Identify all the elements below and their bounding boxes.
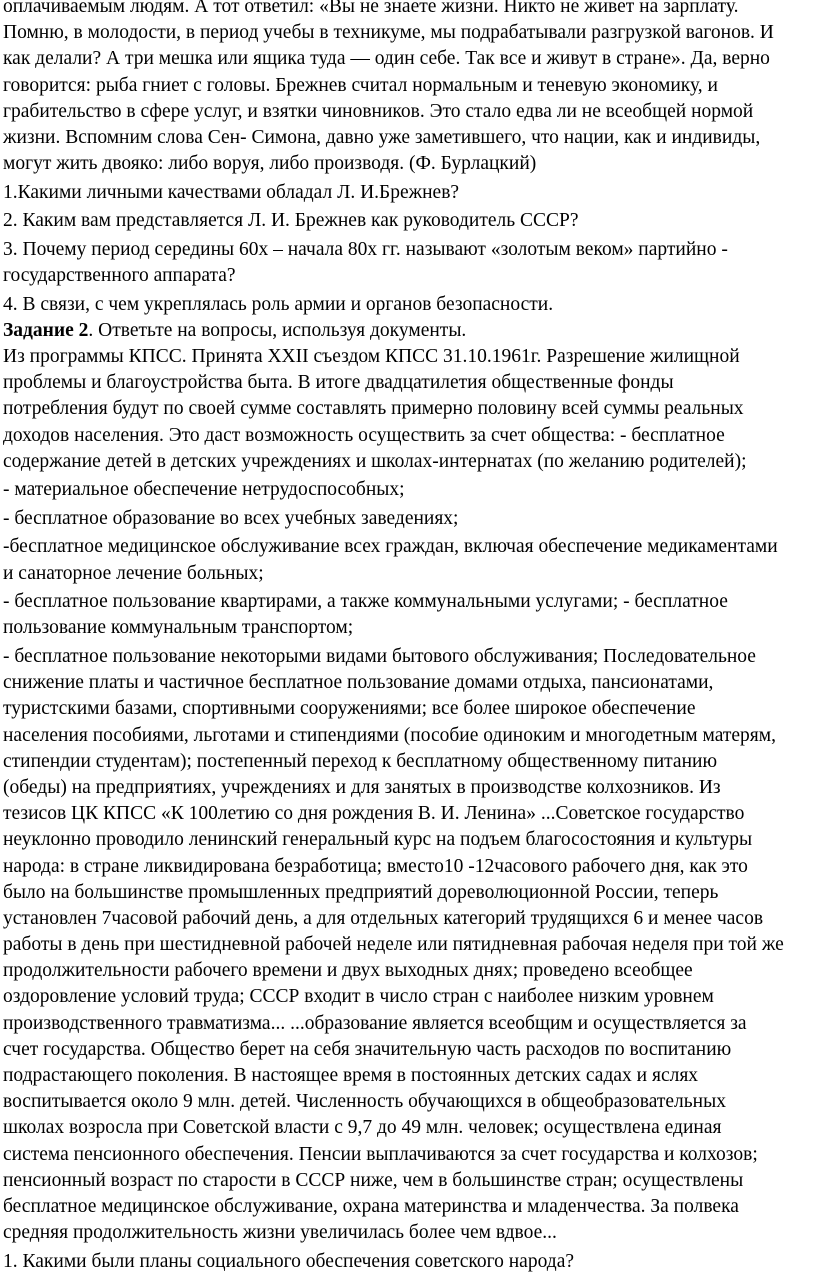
text-line: - бесплатное пользование некоторыми видами бытового обслуживания; Последовательное — [3, 646, 756, 668]
text-line: стипендии студентам); постепенный переход к бесплатному общественному питанию — [3, 750, 718, 772]
text-line: как делали? А три мешка или ящика туда — один себе. Так все и живут в стране». Да, верно — [3, 48, 770, 70]
text-line: 3. Почему период середины 60х – начала 80х гг. называют «золотым веком» партийно - — [3, 238, 728, 260]
text-line: народа: в стране ликвидирована безработица; вместо10 -12часового рабочего дня, как это — [3, 855, 748, 877]
text-line: тезисов ЦК КПСС «К 100летию со дня рождения В. И. Ленина» ...Советское государство — [3, 803, 745, 825]
task-2-text: . Ответьте на вопросы, используя документы. — [88, 319, 467, 341]
text-line: населения пособиями, льготами и стипендиями (пособие одиноким и многодетным матерям, — [3, 724, 776, 746]
list-item: - бесплатное образование во всех учебных заведениях; — [3, 507, 459, 529]
text-line: было на большинстве промышленных предприятий дореволюционной России, теперь — [3, 881, 719, 903]
text-line: грабительство в сфере услуг, и взятки чиновников. Это стало едва ли не всеобщей нормой — [3, 100, 754, 122]
text-line: Из программы КПСС. Принята XXII съездом КПСС 31.10.1961г. Разрешение жилищной — [3, 346, 740, 367]
text-line: проблемы и благоустройства быта. В итоге двадцатилетия общественные фонды — [3, 372, 674, 394]
text-line: снижение платы и частичное бесплатное пользование домами отдыха, пансионатами, — [3, 672, 714, 694]
long-paragraph — [3, 644, 815, 1246]
text-line: оплачиваемым людям. А тот ответил: «Вы не знаете жизни. Никто не живет на зарплату. — [3, 0, 739, 17]
text-line: государственного аппарата? — [3, 265, 236, 287]
text-line: производственного травматизма... ...образование является всеобщим и осуществляется за — [3, 1012, 747, 1034]
text-line: подрастающего поколения. В настоящее время в постоянных детских садах и яслях — [3, 1065, 699, 1087]
document-page — [3, 0, 815, 1275]
text-line: воспитывается около 9 млн. детей. Численность обучающихся в общеобразовательных — [3, 1091, 726, 1113]
text-line: говорится: рыба гниет с головы. Брежнев считал нормальным и теневую экономику, и — [3, 74, 718, 96]
text-line: (обеды) на предприятиях, учреждениях и для занятых в производстве колхозников. Из — [3, 776, 721, 798]
list-item: - материальное обеспечение нетрудоспособных; — [3, 479, 405, 501]
text-line: оздоровление условий труда; СССР входит в число стран с наиболее низким уровнем — [3, 986, 714, 1008]
task-2-heading — [3, 318, 815, 344]
list-item — [3, 589, 815, 641]
final-question: 1. Какими были планы социального обеспечения советского народа? — [3, 1250, 575, 1272]
text-line: доходов населения. Это даст возможность осуществить за счет общества: - бесплатное — [3, 424, 725, 446]
text-line: жизни. Вспомним слова Сен- Симона, давно уже заметившего, что нации, как и индивиды, — [3, 126, 761, 148]
text-line: продолжительности рабочего времени и двух выходных днях; проведено всеобщее — [3, 960, 693, 982]
intro-paragraph — [3, 0, 815, 177]
question-4: 4. В связи, с чем укреплялась роль армии и органов безопасности. — [3, 293, 554, 315]
text-line: средняя продолжительность жизни увеличилась более чем вдвое... — [3, 1222, 557, 1244]
text-line: неуклонно проводило ленинский генеральный курс на подъем благосостояния и культуры — [3, 829, 753, 851]
text-line: бесплатное медицинское обслуживание, охрана материнства и младенчества. За полвека — [3, 1195, 739, 1217]
text-line: работы в день при шестидневной рабочей неделе или пятидневная рабочая неделя при той же — [3, 934, 784, 956]
text-line: туристскими базами, спортивными сооружениями; все более широкое обеспечение — [3, 698, 696, 720]
question-2: 2. Каким вам представляется Л. И. Брежнев как руководитель СССР? — [3, 210, 579, 232]
list-item — [3, 534, 815, 586]
text-line: школах возросла при Советской власти с 9,7 до 49 млн. человек; осуществлена единая — [3, 1117, 722, 1139]
question-1: 1.Какими личными качествами обладал Л. И.Брежнев? — [3, 181, 460, 203]
text-line: Помню, в молодости, в период учебы в техникуме, мы подрабатывали разгрузкой вагонов. И — [3, 22, 774, 44]
text-line: -бесплатное медицинское обслуживание всех граждан, включая обеспечение медикаментами — [3, 536, 778, 558]
text-line: и санаторное лечение больных; — [3, 562, 264, 584]
text-line: система пенсионного обеспечения. Пенсии выплачиваются за счет государства и колхозов; — [3, 1143, 758, 1165]
text-line: - бесплатное пользование квартирами, а также коммунальными услугами; - бесплатное — [3, 591, 728, 613]
text-line: установлен 7часовой рабочий день, а для отдельных категорий трудящихся 6 и менее часов — [3, 907, 764, 929]
question-3 — [3, 237, 815, 289]
text-line: содержание детей в детских учреждениях и школах-интернатах (по желанию родителей); — [3, 450, 747, 472]
text-line: пользование коммунальным транспортом; — [3, 617, 354, 639]
text-line: могут жить двояко: либо воруя, либо производя. (Ф. Бурлацкий) — [3, 153, 537, 175]
program-paragraph — [3, 344, 815, 475]
task-2-label: Задание 2 — [3, 319, 89, 341]
text-line: счет государства. Общество берет на себя значительную часть расходов по воспитанию — [3, 1038, 732, 1060]
text-line: пенсионный возраст по старости в СССР ниже, чем в большинстве стран; осуществлены — [3, 1169, 744, 1191]
text-line: потребления будут по своей сумме составлять примерно половину всей суммы реальных — [3, 398, 744, 420]
